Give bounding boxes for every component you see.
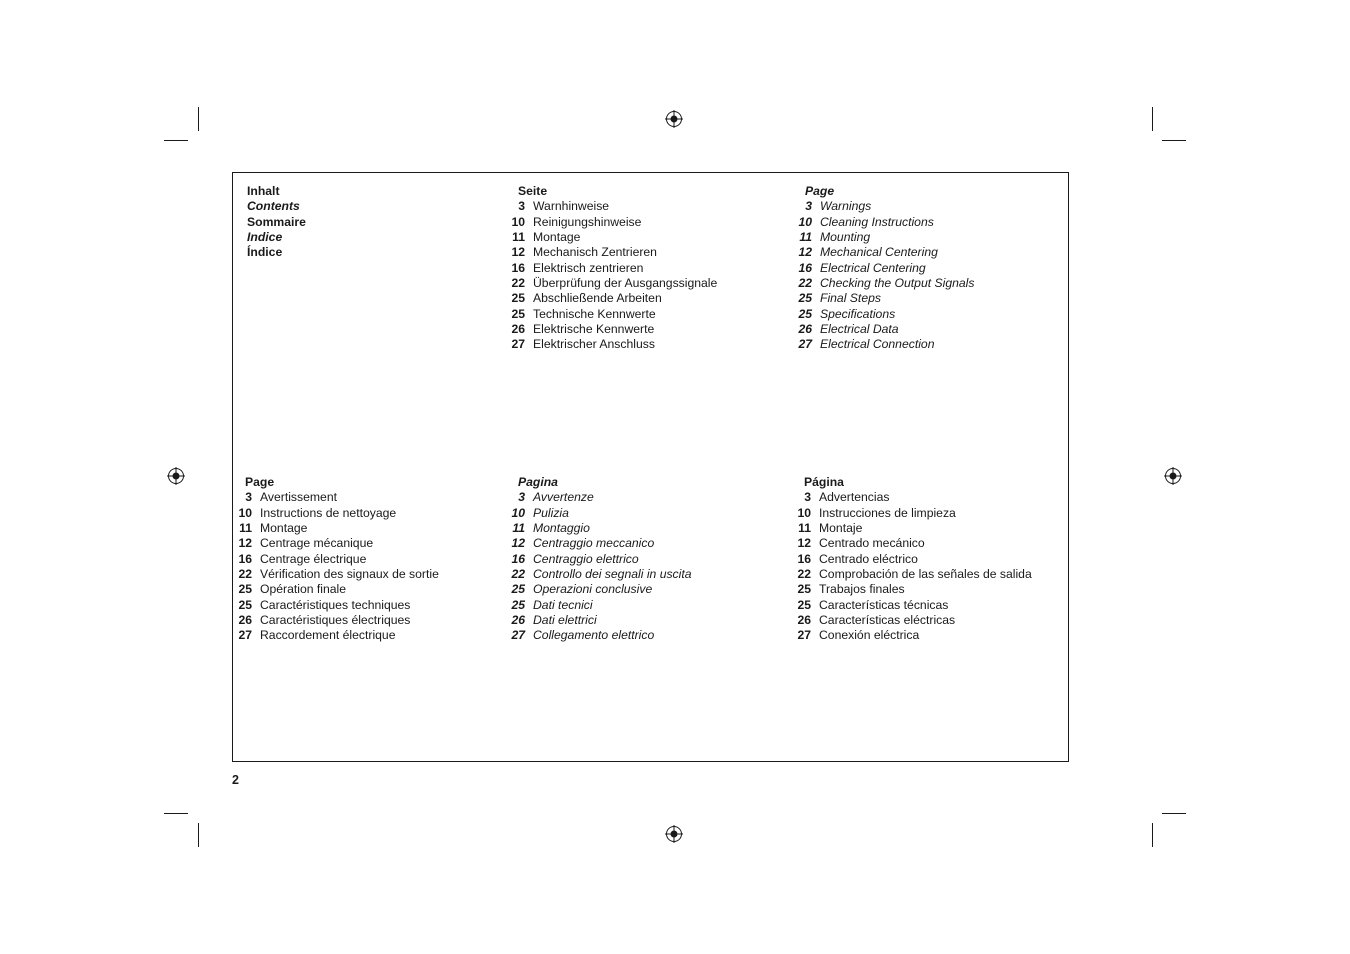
toc-page: 25 — [798, 306, 812, 321]
registration-mark-icon — [665, 110, 683, 128]
toc-page: 3 — [518, 490, 525, 505]
toc-title: Centraggio elettrico — [533, 551, 639, 566]
crop-mark — [1152, 823, 1153, 847]
toc-page: 10 — [798, 214, 812, 229]
toc-page: 22 — [798, 276, 812, 291]
toc-title: Caractéristiques techniques — [260, 597, 411, 612]
toc-entry[interactable] — [510, 582, 692, 597]
toc-title: Instrucciones de limpieza — [819, 505, 956, 520]
toc-title: Comprobación de las señales de salida — [819, 567, 1032, 582]
toc-title: Elektrischer Anschluss — [533, 337, 655, 352]
toc-page: 25 — [511, 306, 525, 321]
heading-indice-es: Índice — [247, 245, 283, 260]
toc-entry[interactable] — [796, 628, 1032, 643]
toc-entry[interactable] — [237, 613, 439, 628]
toc-title: Checking the Output Signals — [820, 276, 975, 291]
toc-entry[interactable] — [237, 536, 439, 551]
toc-entry[interactable] — [510, 291, 717, 306]
toc-section-italian — [510, 475, 692, 644]
toc-title: Opération finale — [260, 582, 347, 597]
heading-indice: Indice — [247, 230, 283, 245]
toc-page: 26 — [238, 613, 252, 628]
toc-page: 12 — [798, 245, 812, 260]
toc-title: Centrado eléctrico — [819, 551, 918, 566]
toc-page: 12 — [511, 245, 525, 260]
toc-entry[interactable] — [510, 598, 692, 613]
toc-entry[interactable] — [797, 322, 974, 337]
toc-entry[interactable] — [510, 567, 692, 582]
heading-contents: Contents — [247, 199, 300, 214]
toc-section-french — [237, 475, 439, 644]
crop-mark — [1162, 813, 1186, 814]
toc-page: 3 — [245, 490, 252, 505]
toc-title: Trabajos finales — [819, 582, 905, 597]
toc-page: 22 — [238, 567, 252, 582]
toc-title: Características eléctricas — [819, 613, 956, 628]
toc-title: Dati tecnici — [533, 597, 593, 612]
toc-entry[interactable] — [796, 506, 1032, 521]
toc-title: Montaje — [819, 521, 863, 536]
toc-entry[interactable] — [796, 598, 1032, 613]
toc-entry[interactable] — [796, 521, 1032, 536]
toc-entry[interactable] — [797, 337, 974, 352]
registration-mark-icon — [167, 467, 185, 485]
toc-entry[interactable] — [510, 322, 717, 337]
toc-title: Avvertenze — [533, 490, 594, 505]
toc-page: 22 — [511, 276, 525, 291]
section-heading: Page — [805, 184, 835, 198]
toc-entry[interactable] — [797, 307, 974, 322]
registration-mark-icon — [1164, 467, 1182, 485]
crop-mark — [1152, 107, 1153, 131]
toc-section-spanish — [796, 475, 1032, 644]
toc-title: Mechanisch Zentrieren — [533, 245, 657, 260]
toc-entry[interactable] — [796, 613, 1032, 628]
toc-page: 3 — [518, 199, 525, 214]
toc-entry[interactable] — [796, 552, 1032, 567]
toc-page: 25 — [511, 597, 525, 612]
section-heading: Page — [245, 475, 275, 489]
toc-title: Características técnicas — [819, 597, 949, 612]
toc-entry[interactable] — [510, 552, 692, 567]
toc-entry[interactable] — [796, 582, 1032, 597]
toc-title: Raccordement électrique — [260, 628, 396, 643]
toc-page: 16 — [511, 260, 525, 275]
toc-title: Centrado mecánico — [819, 536, 925, 551]
heading-sommaire: Sommaire — [247, 214, 306, 229]
toc-title: Specifications — [820, 306, 896, 321]
toc-entry[interactable] — [797, 215, 974, 230]
toc-entry[interactable] — [237, 628, 439, 643]
toc-entry[interactable] — [237, 598, 439, 613]
crop-mark — [198, 107, 199, 131]
toc-title: Electrical Connection — [820, 337, 935, 352]
toc-page: 27 — [798, 337, 812, 352]
toc-entry[interactable] — [510, 521, 692, 536]
toc-title: Collegamento elettrico — [533, 628, 655, 643]
toc-title: Mounting — [820, 230, 871, 245]
toc-entry[interactable] — [237, 521, 439, 536]
toc-title: Electrical Data — [820, 322, 899, 337]
toc-entry[interactable] — [510, 245, 717, 260]
crop-mark — [1162, 140, 1186, 141]
toc-page: 26 — [511, 613, 525, 628]
toc-title: Centrage électrique — [260, 551, 367, 566]
toc-entry[interactable] — [510, 337, 717, 352]
crop-mark — [164, 813, 188, 814]
toc-entry[interactable] — [796, 490, 1032, 505]
toc-title: Montage — [533, 230, 581, 245]
section-heading: Página — [804, 475, 844, 489]
toc-title: Vérification des signaux de sortie — [260, 567, 439, 582]
toc-page: 11 — [512, 230, 525, 245]
toc-page: 25 — [511, 582, 525, 597]
toc-title: Warnhinweise — [533, 199, 610, 214]
toc-page: 16 — [511, 551, 525, 566]
toc-page: 27 — [511, 628, 525, 643]
toc-title: Cleaning Instructions — [820, 214, 934, 229]
toc-page: 22 — [511, 567, 525, 582]
toc-page: 11 — [798, 521, 811, 536]
toc-title: Electrical Centering — [820, 260, 926, 275]
toc-page: 12 — [511, 536, 525, 551]
toc-entry[interactable] — [510, 261, 717, 276]
toc-page: 11 — [799, 230, 812, 245]
toc-entry[interactable] — [510, 536, 692, 551]
toc-title: Mechanical Centering — [820, 245, 938, 260]
toc-title: Final Steps — [820, 291, 881, 306]
toc-entry[interactable] — [796, 567, 1032, 582]
toc-section-german — [510, 184, 717, 353]
toc-section-english — [797, 184, 974, 353]
toc-entry[interactable] — [237, 506, 439, 521]
toc-entry[interactable] — [510, 628, 692, 643]
toc-title: Montaggio — [533, 521, 590, 536]
toc-entry[interactable] — [797, 276, 974, 291]
crop-mark — [198, 823, 199, 847]
toc-entry[interactable] — [237, 552, 439, 567]
language-headings — [247, 184, 306, 261]
toc-page: 11 — [239, 521, 252, 536]
toc-entry[interactable] — [797, 261, 974, 276]
toc-entry[interactable] — [510, 276, 717, 291]
toc-page: 25 — [511, 291, 525, 306]
toc-title: Pulizia — [533, 505, 569, 520]
toc-title: Warnings — [820, 199, 872, 214]
toc-title: Dati elettrici — [533, 613, 597, 628]
toc-title: Überprüfung der Ausgangssignale — [533, 276, 718, 291]
toc-page: 12 — [238, 536, 252, 551]
toc-page: 10 — [797, 505, 811, 520]
heading-inhalt: Inhalt — [247, 184, 280, 198]
toc-page: 10 — [511, 505, 525, 520]
toc-title: Technische Kennwerte — [533, 306, 656, 321]
toc-entry[interactable] — [510, 215, 717, 230]
toc-title: Caractéristiques électriques — [260, 613, 411, 628]
toc-title: Controllo dei segnali in uscita — [533, 567, 692, 582]
toc-title: Reinigungshinweise — [533, 214, 642, 229]
toc-entry[interactable] — [797, 245, 974, 260]
toc-title: Centraggio meccanico — [533, 536, 655, 551]
toc-entry[interactable] — [797, 230, 974, 245]
toc-entry[interactable] — [510, 307, 717, 322]
toc-page: 3 — [805, 199, 812, 214]
toc-page: 10 — [511, 214, 525, 229]
toc-entry[interactable] — [797, 291, 974, 306]
section-heading: Seite — [518, 184, 548, 198]
toc-title: Avertissement — [260, 490, 337, 505]
toc-page: 25 — [797, 597, 811, 612]
toc-page: 26 — [798, 322, 812, 337]
toc-page: 16 — [798, 260, 812, 275]
toc-entry[interactable] — [510, 506, 692, 521]
toc-entry[interactable] — [510, 490, 692, 505]
toc-entry[interactable] — [797, 199, 974, 214]
toc-title: Elektrische Kennwerte — [533, 322, 655, 337]
toc-page: 26 — [511, 322, 525, 337]
toc-entry[interactable] — [237, 582, 439, 597]
toc-page: 27 — [238, 628, 252, 643]
toc-entry[interactable] — [796, 536, 1032, 551]
toc-title: Abschließende Arbeiten — [533, 291, 662, 306]
toc-page: 25 — [798, 291, 812, 306]
toc-title: Centrage mécanique — [260, 536, 374, 551]
toc-page: 16 — [238, 551, 252, 566]
toc-page: 10 — [238, 505, 252, 520]
toc-title: Elektrisch zentrieren — [533, 260, 644, 275]
toc-page: 25 — [238, 582, 252, 597]
toc-page: 16 — [797, 551, 811, 566]
toc-page: 25 — [797, 582, 811, 597]
toc-title: Operazioni conclusive — [533, 582, 653, 597]
toc-entry[interactable] — [510, 199, 717, 214]
toc-page: 27 — [797, 628, 811, 643]
toc-page: 22 — [797, 567, 811, 582]
registration-mark-icon — [665, 825, 683, 843]
toc-title: Advertencias — [819, 490, 890, 505]
toc-title: Montage — [260, 521, 308, 536]
page-number: 2 — [232, 773, 239, 787]
toc-page: 25 — [238, 597, 252, 612]
toc-page: 11 — [512, 521, 525, 536]
section-heading: Pagina — [518, 475, 558, 489]
toc-title: Instructions de nettoyage — [260, 505, 397, 520]
toc-title: Conexión eléctrica — [819, 628, 920, 643]
toc-page: 26 — [797, 613, 811, 628]
crop-mark — [164, 140, 188, 141]
toc-entry[interactable] — [237, 490, 439, 505]
toc-entry[interactable] — [237, 567, 439, 582]
toc-entry[interactable] — [510, 230, 717, 245]
toc-entry[interactable] — [510, 613, 692, 628]
toc-page: 12 — [797, 536, 811, 551]
toc-page: 3 — [804, 490, 811, 505]
toc-page: 27 — [511, 337, 525, 352]
